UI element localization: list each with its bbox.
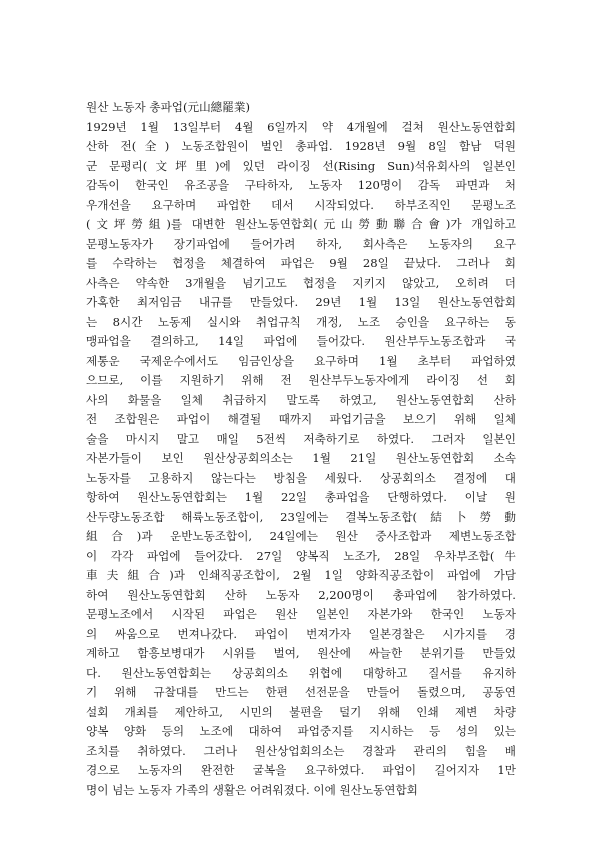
text-line: 조치를 취하였다. 그러나 원산상업회의소는 경찰과 관리의 힘을 배 bbox=[86, 743, 516, 758]
text-line: 계하고 함흥보병대가 시위를 벌여, 원산에 싸늘한 분위기를 만들었 bbox=[86, 646, 516, 660]
text-line: 명이 넘는 노동자 가족의 생활은 어려워졌다. 이에 원산노동연합회 bbox=[86, 782, 418, 797]
document-heading: 원산 노동자 총파업(元山總罷業) bbox=[86, 100, 250, 114]
text-line: 양복 양화 등의 노조에 대하여 파업중지를 지시하는 등 성의 있는 bbox=[86, 724, 516, 738]
text-line: 산하 전(全) 노동조합원이 벌인 총파업. 1928년 9월 8일 함남 덕원 bbox=[86, 139, 516, 153]
text-line: 설회 개최를 제안하고, 시민의 불편을 덜기 위해 인쇄 제변 차량 bbox=[86, 704, 516, 719]
text-line: 전 조합원은 파업이 해결될 때까지 파업기금을 보으기 위해 일체 bbox=[86, 412, 516, 426]
text-line: 경으로 노동자의 완전한 굴복을 요구하였다. 파업이 길어지자 1만 bbox=[86, 763, 516, 777]
text-line: 1929년 1월 13일부터 4월 6일까지 약 4개월에 걸쳐 원산노동연합회 bbox=[86, 119, 516, 134]
text-line: 를 수락하는 협정을 체결하여 파업은 9월 28일 끝났다. 그러나 회 bbox=[86, 256, 516, 270]
document-body bbox=[86, 98, 516, 800]
text-line: 가혹한 최저임금 내규를 만들었다. 29년 1월 13일 원산노동연합회 bbox=[86, 295, 516, 309]
text-line: 맹파업을 결의하고, 14일 파업에 들어갔다. 원산부두노동조합과 국 bbox=[86, 334, 516, 348]
text-line: 車夫組合)과 인쇄직공조합이, 2월 1일 양화직공조합이 파업에 가담 bbox=[86, 568, 516, 582]
text-line: (文坪勞組)를 대변한 원산노동연합회(元山勞動聯合會)가 개입하고 bbox=[86, 217, 516, 231]
text-line: 술을 마시지 말고 매일 5전씩 저축하기로 하였다. 그러자 일본인 bbox=[86, 431, 516, 446]
text-line: 문평노조에서 시작된 파업은 원산 일본인 자본가와 한국인 노동자 bbox=[86, 607, 516, 621]
text-line: 하여 원산노동연합회 산하 노동자 2,200명이 총파업에 참가하였다. bbox=[86, 587, 516, 602]
text-line: 산두량노동조합 해륙노동조합이, 23일에는 결복노동조합(結卜勞動 bbox=[86, 509, 516, 524]
text-line: 는 8시간 노동제 실시와 취업규칙 개정, 노조 승인을 요구하는 동 bbox=[86, 314, 516, 329]
text-line: 이 각각 파업에 들어갔다. 27일 양복직 노조가, 28일 우차부조합(牛 bbox=[86, 548, 516, 563]
text-line: 항하여 원산노동연합회는 1월 22일 총파업을 단행하였다. 이날 원 bbox=[86, 490, 516, 504]
text-line: 사의 화물을 일체 취급하지 말도록 하였고, 원산노동연합회 산하 bbox=[86, 392, 516, 407]
text-line: 자본가들이 보인 원산상공회의소는 1월 21일 원산노동연합회 소속 bbox=[86, 451, 516, 465]
text-line: 감독이 한국인 유조공을 구타하자, 노동자 120명이 감독 파면과 처 bbox=[86, 178, 516, 192]
text-line: 다. 원산노동연합회는 상공회의소 위협에 대항하고 질서를 유지하 bbox=[86, 665, 516, 680]
text-line: 군 문평리(文坪里)에 있던 라이징 선(Rising Sun)석유회사의 일본인 bbox=[86, 158, 516, 173]
text-line: 기 위해 규찰대를 만드는 한편 선전문을 만들어 돌렸으며, 공동연 bbox=[86, 685, 516, 699]
text-line: 의 싸움으로 번져나갔다. 파업이 번져가자 일본경찰은 시가지를 경 bbox=[86, 626, 516, 641]
text-line: 組合)과 운반노동조합이, 24일에는 원산 중사조합과 제변노동조합 bbox=[86, 529, 516, 543]
text-line: 으므로, 이를 지원하기 위해 전 원산부두노동자에게 라이징 선 회 bbox=[86, 373, 516, 387]
text-line: 노동자를 고용하지 않는다는 방침을 세웠다. 상공회의소 결정에 대 bbox=[86, 470, 516, 485]
text-line: 사측은 약속한 3개월을 넘기고도 협정을 지키지 않았고, 오히려 더 bbox=[86, 275, 516, 290]
text-line: 제통운 국제운수에서도 임금인상을 요구하며 1월 초부터 파업하였 bbox=[86, 353, 516, 368]
paragraph bbox=[86, 118, 516, 801]
text-line: 문평노동자가 장기파업에 들어가려 하자, 회사측은 노동자의 요구 bbox=[86, 236, 516, 251]
text-line: 우개선을 요구하며 파업한 데서 시작되었다. 하부조직인 문평노조 bbox=[86, 197, 516, 212]
